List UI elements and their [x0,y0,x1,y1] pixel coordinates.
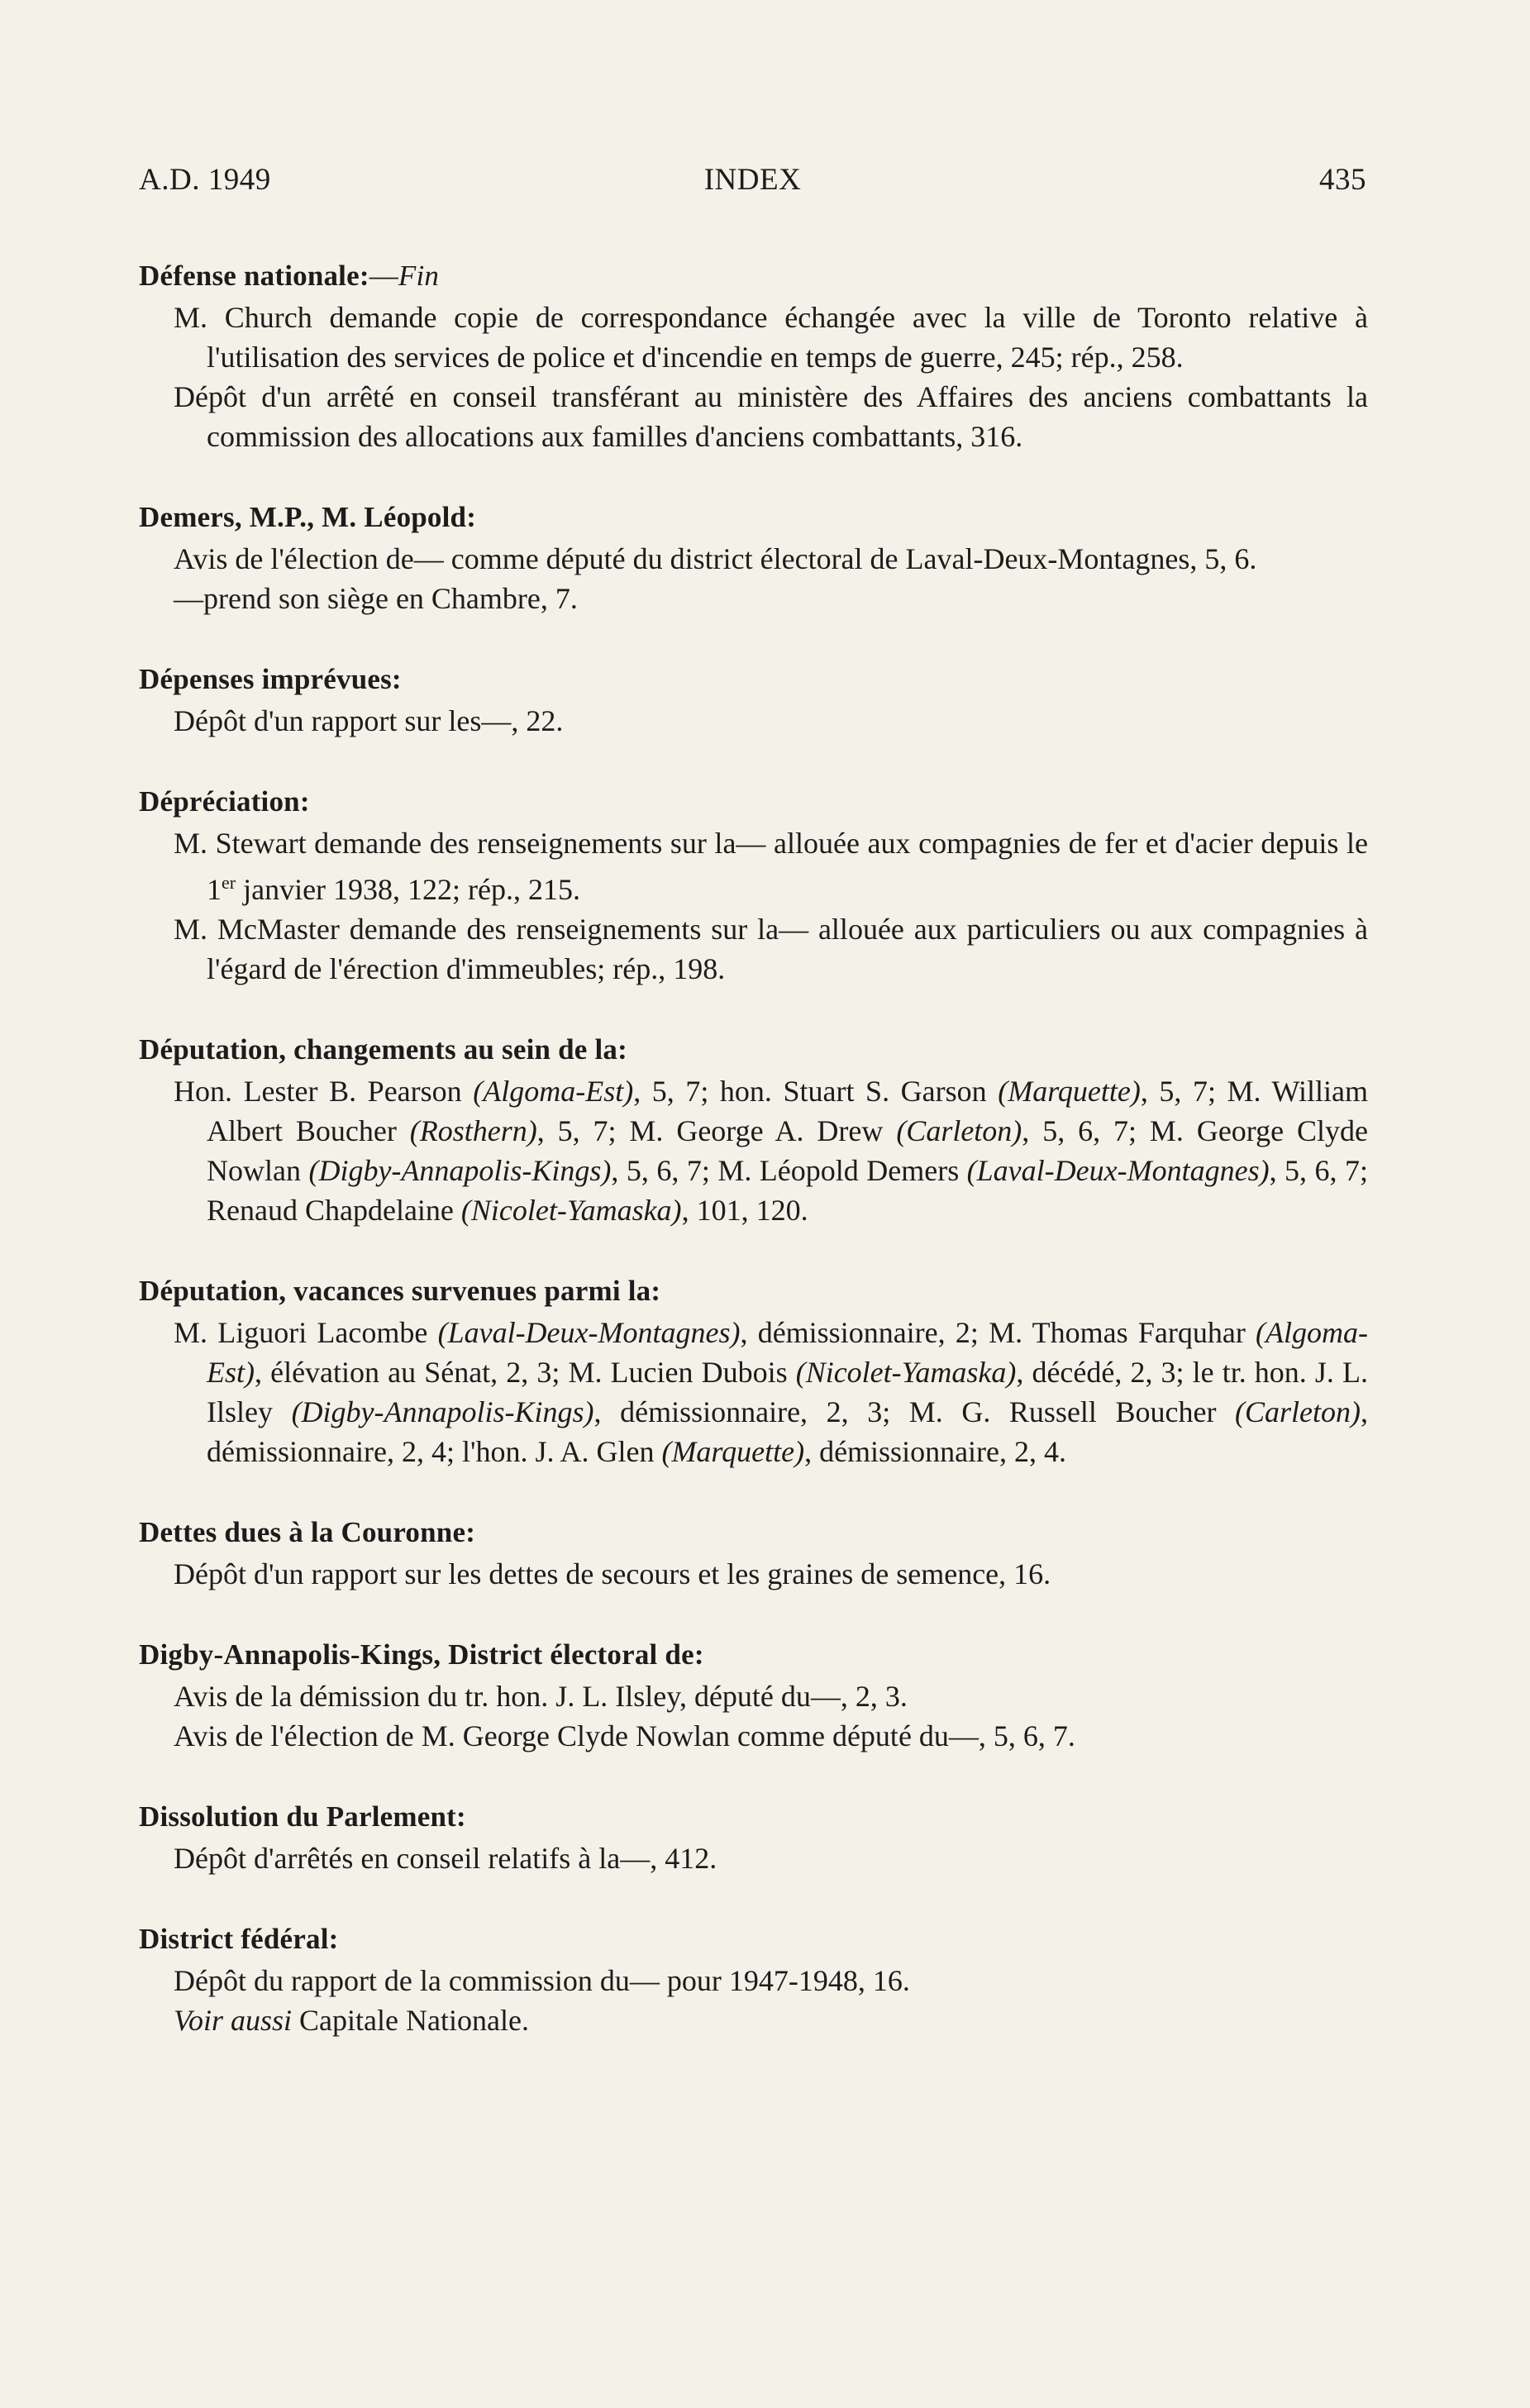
entry-subitem [139,539,1368,579]
entry-subitem [139,298,1368,377]
entry-subitem [139,377,1368,456]
index-entry [139,660,1368,741]
index-entries [139,256,1368,2081]
subitem-text: janvier 1938, 122; rép., 215. [236,873,581,906]
entry-subitem [139,579,1368,618]
entry-heading-text: Dépréciation: [139,785,310,818]
subitem-italic: (Laval-Deux-Montagnes) [966,1154,1270,1187]
entry-subitem [139,2000,1368,2040]
subitem-text: , 5, 7; M. George A. Drew [536,1114,897,1147]
entry-heading-text: Dettes dues à la Couronne: [139,1516,476,1548]
subitem-text: , démissionnaire, 2, 3; M. G. Russell Boucher [593,1395,1236,1428]
subitem-text: Dépôt d'un rapport sur les—, 22. [174,704,564,737]
entry-heading [139,1797,1368,1837]
entry-subitem [139,1716,1368,1756]
entry-heading-text: Dépenses imprévues: [139,663,402,695]
index-entry [139,782,1368,989]
subitem-text: Avis de l'élection de— comme député du district électoral de Laval-Deux-Montagnes, 5, 6. [174,542,1257,575]
heading-dash: — [369,260,398,292]
index-entry [139,1030,1368,1230]
subitem-text: , élévation au Sénat, 2, 3; M. Lucien Dubois [255,1356,796,1389]
entry-subitem [139,823,1368,909]
subitem-text: Hon. Lester B. Pearson [174,1075,474,1108]
entry-heading [139,782,1368,822]
entry-subitem [139,701,1368,741]
subitem-text: Dépôt du rapport de la commission du— pour 1947-1948, 16. [174,1964,910,1997]
subitem-text: , 101, 120. [681,1194,808,1227]
subitem-italic: (Digby-Annapolis-Kings) [308,1154,612,1187]
subitem-text: Capitale Nationale. [292,2004,529,2037]
subitem-italic: (Marquette) [998,1075,1141,1108]
subitem-text: , 5, 6, 7; M. Léopold Demers [611,1154,967,1187]
subitem-text: , démissionnaire, 2, 4; l'hon. J. A. Glen [207,1395,1369,1468]
subitem-text: —prend son siège en Chambre, 7. [174,582,578,615]
subitem-text: Avis de la démission du tr. hon. J. L. Ilsley, député du—, 2, 3. [174,1680,908,1713]
subitem-italic: (Digby-Annapolis-Kings) [291,1395,594,1428]
subitem-text: , démissionnaire, 2; M. Thomas Farquhar [740,1316,1256,1349]
subitem-italic: (Nicolet-Yamaska) [795,1356,1017,1389]
subitem-superscript: er [222,872,236,893]
index-entry [139,498,1368,618]
entry-heading-suffix [369,260,439,292]
subitem-text: , 5, 6, 7; Renaud Chapdelaine [207,1154,1368,1227]
subitem-italic: (Carleton) [1235,1395,1361,1428]
entry-subitem [139,1313,1368,1471]
index-entry [139,256,1368,456]
running-head [139,162,1366,202]
subitem-italic: (Nicolet-Yamaska) [460,1194,682,1227]
subitem-text: , décédé, 2, 3; le tr. hon. J. L. Ilsley [207,1356,1368,1428]
subitem-text: Dépôt d'un rapport sur les dettes de secours et les graines de semence, 16. [174,1557,1051,1590]
header-year: A.D. 1949 [139,163,271,197]
entry-heading [139,1635,1368,1675]
entry-subitem [139,1961,1368,2000]
entry-heading-text: Dissolution du Parlement: [139,1800,466,1833]
index-entry [139,1635,1368,1756]
subitem-italic: (Rosthern) [409,1114,537,1147]
subitem-italic: (Laval-Deux-Montagnes) [437,1316,741,1349]
entry-heading-text: Digby-Annapolis-Kings, District électoral de: [139,1638,704,1671]
entry-subitem [139,909,1368,989]
entry-heading [139,1513,1368,1552]
subitem-italic: (Carleton) [896,1114,1022,1147]
entry-heading [139,660,1368,699]
subitem-text: , 5, 7; hon. Stuart S. Garson [633,1075,999,1108]
entry-subitem [139,1071,1368,1230]
subitem-italic: (Algoma-Est) [207,1316,1368,1389]
subitem-text: M. McMaster demande des renseignements sur la— allouée aux particuliers ou aux compagnies à l'égard de l'érection d'immeubles; rép., 198. [174,913,1368,985]
heading-continuation: Fin [398,260,440,292]
subitem-text: Avis de l'élection de M. George Clyde Nowlan comme député du—, 5, 6, 7. [174,1719,1075,1752]
entry-heading [139,1271,1368,1311]
subitem-text: , 5, 7; M. William Albert Boucher [207,1075,1369,1147]
entry-subitem [139,1838,1368,1878]
page-number: 435 [1319,163,1366,197]
subitem-text: , 5, 6, 7; M. George Clyde Nowlan [207,1114,1369,1187]
entry-subitem [139,1676,1368,1716]
entry-heading [139,1030,1368,1070]
entry-subitem [139,1554,1368,1594]
subitem-text: , démissionnaire, 2, 4. [804,1435,1067,1468]
subitem-text: M. Stewart demande des renseignements sur la— allouée aux compagnies de fer et d'acier depuis le 1 [174,827,1368,906]
entry-heading-text: Défense nationale: [139,260,369,292]
header-title: INDEX [703,163,802,197]
entry-heading [139,256,1368,296]
entry-heading-text: Demers, M.P., M. Léopold: [139,501,477,533]
entry-heading-text: District fédéral: [139,1923,339,1955]
entry-heading [139,498,1368,537]
entry-heading-text: Députation, changements au sein de la: [139,1033,627,1066]
index-entry [139,1513,1368,1594]
subitem-text: Dépôt d'arrêtés en conseil relatifs à la—, 412. [174,1842,717,1875]
subitem-text: Dépôt d'un arrêté en conseil transférant au ministère des Affaires des anciens combattants la commission des allocations aux familles d'anciens combattants, 316. [174,380,1368,453]
subitem-text: M. Church demande copie de correspondance échangée avec la ville de Toronto relative à l'utilisation des services de police et d'incendie en temps de guerre, 245; rép., 258. [174,301,1368,374]
subitem-text: M. Liguori Lacombe [174,1316,438,1349]
index-entry [139,1271,1368,1471]
subitem-italic: (Marquette) [661,1435,805,1468]
entry-heading-text: Députation, vacances survenues parmi la: [139,1275,661,1307]
subitem-italic: (Algoma-Est) [473,1075,634,1108]
index-entry [139,1797,1368,1878]
entry-heading [139,1919,1368,1959]
index-entry [139,1919,1368,2040]
subitem-italic: Voir aussi [174,2004,293,2037]
